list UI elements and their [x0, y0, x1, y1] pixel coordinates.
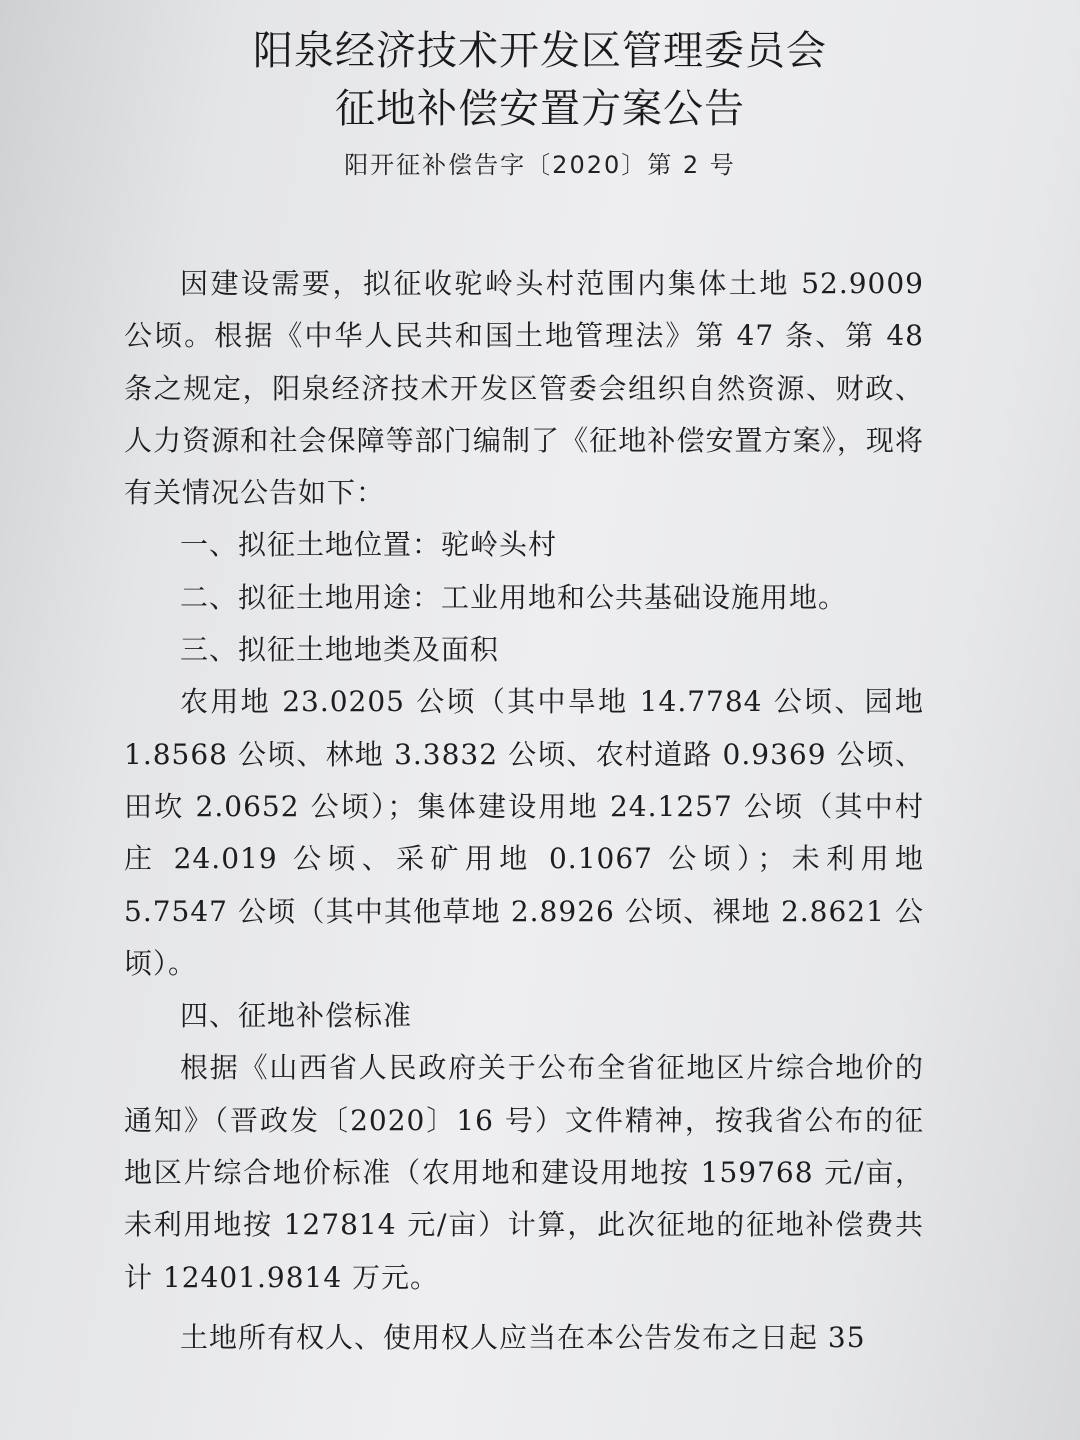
paragraph-location: 一、拟征土地位置：驼岭头村 [180, 528, 558, 562]
paragraph-usage: 二、拟征土地用途：工业用地和公共基础设施用地。 [180, 580, 848, 614]
document-body [124, 258, 924, 1364]
paragraph-intro: 因建设需要，拟征收驼岭头村范围内集体土地 52.9009 公顷。根据《中华人民共和国土地管理法》第 47 条、第 48 条之规定，阳泉经济技术开发区管委会组织自然资源、财政、人力资源和社会保障等部门编制了《征地补偿安置方案》，现将有关情况公告如下： [124, 267, 924, 510]
paragraph-land-areas: 农用地 23.0205 公顷（其中旱地 14.7784 公顷、园地 1.8568 公顷、林地 3.3832 公顷、农村道路 0.9369 公顷、田坎 2.0652 公顷）；集体建设用地 24.1257 公顷（其中村庄 24.019 公顷、采矿用地 0.1067 公顷）；未利用地 5.7547 公顷（其中其他草地 2.8926 公顷、裸地 2.8621 公顷）。 [124, 685, 924, 980]
paragraph-land-types-heading: 三、拟征土地地类及面积 [180, 633, 500, 667]
document-header [0, 22, 1080, 182]
title-line-2: 征地补偿安置方案公告 [335, 86, 745, 132]
document-number: 阳开征补偿告字〔2020〕第 2 号 [344, 151, 736, 179]
title-line-1: 阳泉经济技术开发区管理委员会 [253, 28, 827, 74]
paragraph-compensation-standard: 根据《山西省人民政府关于公布全省征地区片综合地价的通知》（晋政发〔2020〕16 号）文件精神，按我省公布的征地区片综合地价标准（农用地和建设用地按 159768 元/亩，未利用地按 127814 元/亩）计算，此次征地的征地补偿费共计 12401.9814 万元。 [124, 1051, 924, 1294]
paragraph-owner-notice: 土地所有权人、使用权人应当在本公告发布之日起 35 [180, 1320, 866, 1354]
paragraph-compensation-heading: 四、征地补偿标准 [180, 999, 413, 1033]
